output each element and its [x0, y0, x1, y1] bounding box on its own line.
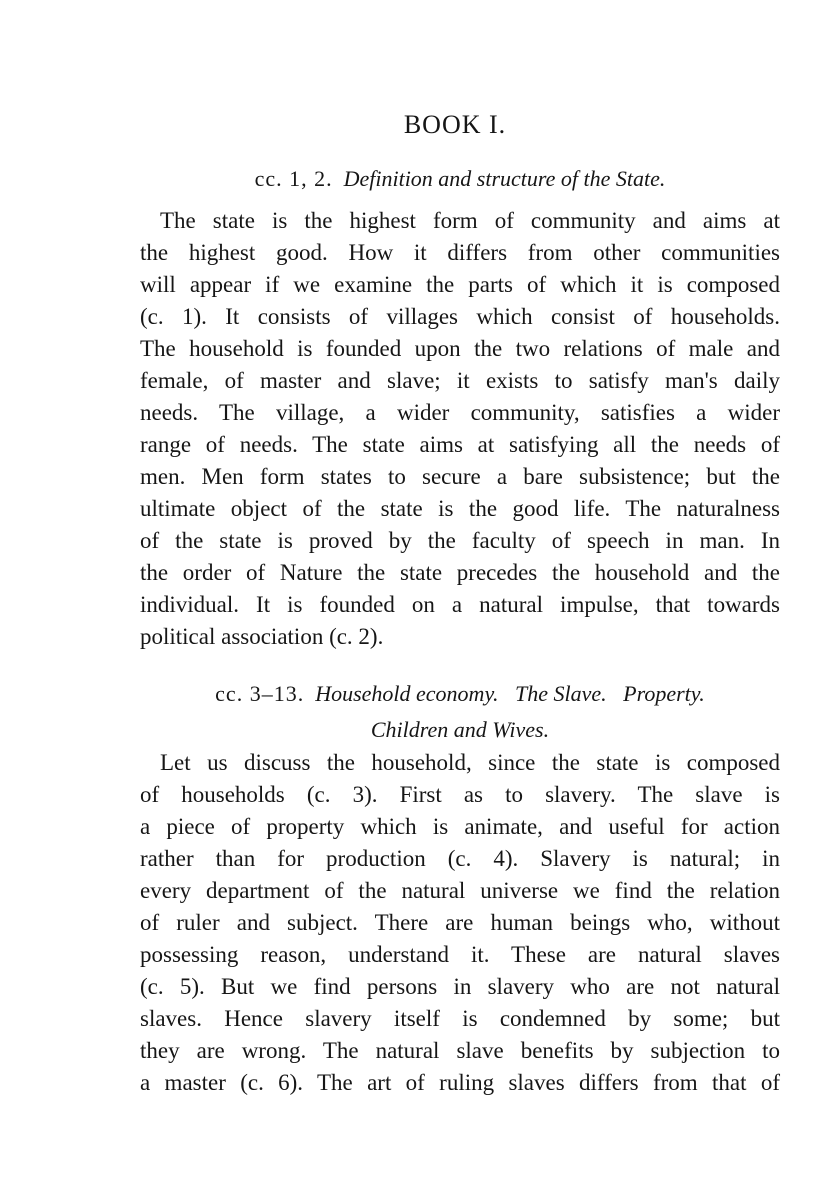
text-line: of ruler and subject. There are human beings who, without	[140, 910, 780, 935]
section-heading-2	[140, 676, 780, 748]
text-line: (c. 5). But we find persons in slavery who are not natural	[140, 974, 780, 999]
text-line: will appear if we examine the parts of which it is composed	[140, 272, 780, 297]
paragraph-2	[140, 747, 780, 1099]
text-line: Let us discuss the household, since the state is composed	[160, 750, 780, 775]
text-line: men. Men form states to secure a bare subsistence; but the	[140, 464, 780, 489]
paragraph-1	[140, 205, 780, 653]
text-line: the order of Nature the state precedes the household and the	[140, 560, 780, 585]
text-line: every department of the natural universe we find the relation	[140, 878, 780, 903]
chapter-range: cc. 3–13.	[215, 681, 305, 706]
text-line: the highest good. How it differs from other communities	[140, 240, 780, 265]
text-line: rather than for production (c. 4). Slavery is natural; in	[140, 846, 780, 871]
text-line: The household is founded upon the two relations of male and	[140, 336, 780, 361]
section-title-continued: Children and Wives.	[370, 717, 550, 742]
text-line: slaves. Hence slavery itself is condemned by some; but	[140, 1006, 780, 1031]
text-line: ultimate object of the state is the good life. The naturalness	[140, 496, 780, 521]
section-heading-1	[140, 166, 780, 192]
section-title: Household economy. The Slave. Property.	[315, 681, 705, 706]
text-line: they are wrong. The natural slave benefits by subjection to	[140, 1038, 780, 1063]
text-line: possessing reason, understand it. These are natural slaves	[140, 942, 780, 967]
text-line: of the state is proved by the faculty of speech in man. In	[140, 528, 780, 553]
text-line: a master (c. 6). The art of ruling slaves differs from that of	[140, 1070, 780, 1095]
text-line: The state is the highest form of community and aims at	[160, 208, 780, 233]
text-line: female, of master and slave; it exists to satisfy man's daily	[140, 368, 780, 393]
section-title: Definition and structure of the State.	[343, 166, 666, 191]
text-line: range of needs. The state aims at satisfying all the needs of	[140, 432, 780, 457]
text-line: political association (c. 2).	[140, 624, 384, 649]
chapter-range: cc. 1, 2.	[254, 166, 333, 191]
text-line: needs. The village, a wider community, satisfies a wider	[140, 400, 780, 425]
book-title: BOOK I.	[403, 110, 507, 139]
text-line: of households (c. 3). First as to slavery. The slave is	[140, 782, 780, 807]
text-line: individual. It is founded on a natural impulse, that towards	[140, 592, 780, 617]
text-line: (c. 1). It consists of villages which consist of households.	[140, 304, 780, 329]
text-line: a piece of property which is animate, and useful for action	[140, 814, 780, 839]
